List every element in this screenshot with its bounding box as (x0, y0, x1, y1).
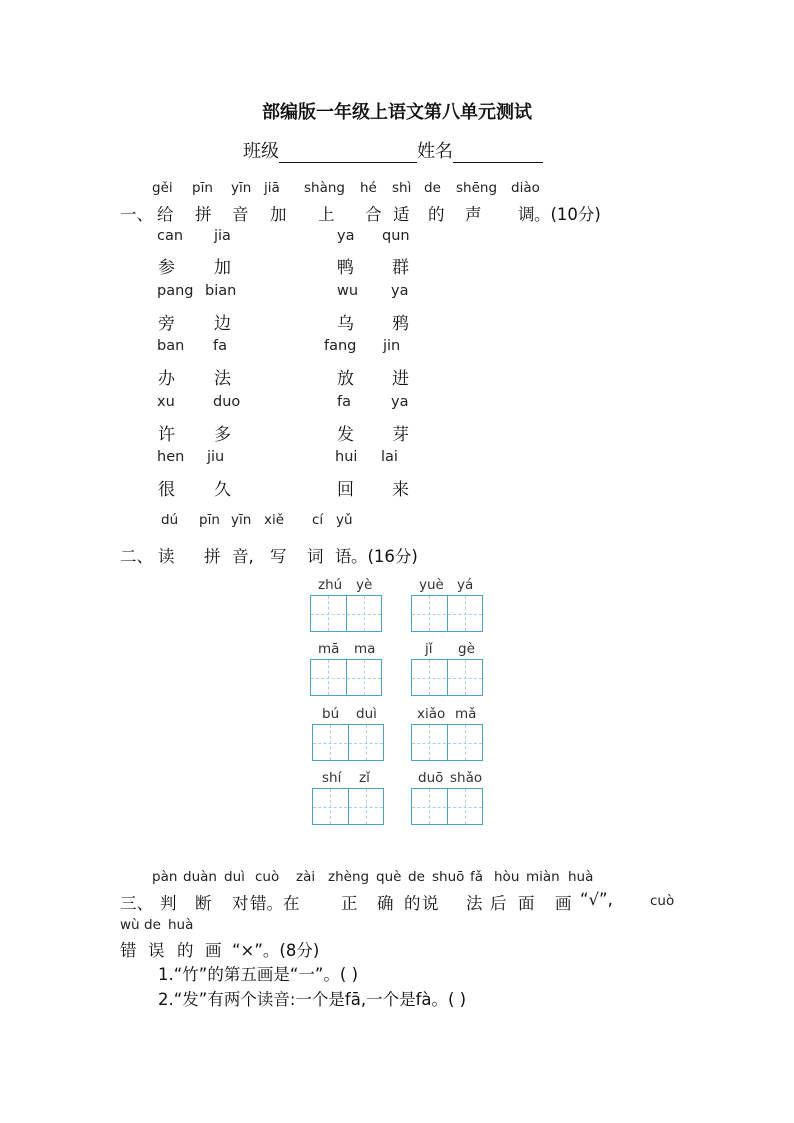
section3-pinyin-9: fǎ (470, 869, 484, 885)
section1-char-8: 声 (465, 205, 482, 224)
item-hanzi: 加 (214, 258, 231, 278)
section3-char-6: 的 (404, 894, 421, 913)
section3-line2-char-0: 错 (120, 941, 137, 960)
section3-char-4: 正 (341, 894, 358, 913)
section3-pinyin-11: miàn (526, 869, 560, 885)
item-pinyin: can (157, 228, 184, 244)
section3-char-8: 法 (466, 894, 483, 913)
item-hanzi: 参 (158, 258, 175, 278)
section3-number: 三、 (120, 894, 153, 913)
grid-pinyin: mǎ (455, 706, 477, 722)
item-pinyin: lai (381, 449, 398, 465)
section3-pinyin-7: de (408, 869, 425, 885)
section2-number: 二、 (120, 547, 153, 566)
grid-pinyin: yuè (419, 577, 444, 593)
item-hanzi: 进 (392, 369, 409, 389)
section3-pinyin-5: zhèng (328, 869, 370, 885)
section1-pinyin-3: jiā (264, 180, 280, 196)
section3-pinyin-10: hòu (494, 869, 520, 885)
writing-grid-box[interactable] (411, 724, 483, 761)
grid-pinyin: gè (458, 641, 475, 657)
section3-pinyin-0: pàn (152, 869, 178, 885)
section3-pinyin-8: shuō (432, 869, 465, 885)
item-hanzi: 法 (214, 369, 231, 389)
writing-grid-box[interactable] (310, 595, 382, 632)
class-blank[interactable] (279, 144, 417, 163)
section1-number: 一、 (120, 205, 153, 224)
item-hanzi: 鸭 (337, 258, 354, 278)
item-pinyin: ya (391, 283, 409, 299)
writing-grid-box[interactable] (411, 788, 483, 825)
writing-grid-box[interactable] (312, 724, 384, 761)
grid-pinyin: mā (318, 641, 340, 657)
grid-pinyin: zhú (318, 577, 343, 593)
item-pinyin: wu (337, 283, 359, 299)
section3-line2-pinyin-0: wù (120, 917, 140, 933)
section3-char-0: 判 (160, 894, 177, 913)
item-pinyin: bian (205, 283, 237, 299)
item-hanzi: 发 (337, 425, 354, 445)
grid-pinyin: duì (356, 706, 377, 722)
section1-pinyin-8: shēng (456, 180, 498, 196)
cross-mark-text: “×”。(8分) (232, 941, 320, 960)
section2-char-1: 拼 (204, 547, 221, 566)
section2-char-3: 写 (270, 547, 287, 566)
section2-char-5: 语 (335, 547, 352, 566)
item-hanzi: 鸦 (392, 314, 409, 334)
writing-grid-box[interactable] (312, 788, 384, 825)
item-hanzi: 来 (392, 480, 409, 500)
item-pinyin: qun (382, 228, 410, 244)
item-pinyin: fang (324, 338, 357, 354)
grid-pinyin: xiǎo (417, 706, 446, 722)
section1-tail: 。(10分) (534, 205, 601, 224)
section3-char-1: 断 (195, 894, 212, 913)
section3-pinyin-1: duàn (183, 869, 217, 885)
section3-pinyin-4: zài (296, 869, 316, 885)
item-pinyin: duo (213, 394, 241, 410)
grid-pinyin: duō (418, 770, 444, 786)
section1-pinyin-4: shàng (304, 180, 345, 196)
section2-pinyin-0: dú (161, 512, 179, 528)
writing-grid-box[interactable] (411, 595, 483, 632)
section1-pinyin-6: shì (392, 180, 412, 196)
section3-line2-pinyin-1: de (144, 917, 161, 933)
item-pinyin: ya (337, 228, 355, 244)
item-hanzi: 多 (214, 425, 231, 445)
section3-line2-pinyin-2: huà (168, 917, 194, 933)
section3-pinyin-12: huà (568, 869, 594, 885)
section3-line2-char-2: 的 (177, 941, 194, 960)
section3-pinyin-2: duì (224, 869, 245, 885)
item-pinyin: xu (157, 394, 175, 410)
item-pinyin: jiu (207, 449, 225, 465)
section1-char-5: 合 (365, 205, 382, 224)
class-label: 班级 (243, 141, 279, 162)
item-pinyin: ban (157, 338, 185, 354)
item-pinyin: jia (214, 228, 231, 244)
grid-pinyin: shí (322, 770, 342, 786)
section1-char-6: 适 (393, 205, 410, 224)
section3-char-9: 后 (490, 894, 507, 913)
name-label: 姓名 (417, 141, 453, 162)
section1-pinyin-1: pīn (192, 180, 213, 196)
section1-pinyin-5: hé (360, 180, 377, 196)
section1-pinyin-9: diào (511, 180, 540, 196)
page-title: 部编版一年级上语文第八单元测试 (262, 102, 532, 123)
item-pinyin: ya (391, 394, 409, 410)
section3-line2-char-3: 画 (205, 941, 222, 960)
section1-char-4: 上 (318, 205, 335, 224)
section1-pinyin-7: de (424, 180, 441, 196)
item-hanzi: 办 (158, 369, 175, 389)
item-hanzi: 边 (214, 314, 231, 334)
question-2: 2.“发”有两个读音:一个是fā,一个是fà。( ) (158, 990, 467, 1009)
item-hanzi: 回 (337, 480, 354, 500)
question-1: 1.“竹”的第五画是“一”。( ) (158, 965, 359, 984)
grid-pinyin: jǐ (425, 641, 433, 657)
item-hanzi: 群 (392, 258, 409, 278)
section2-pinyin-3: xiě (264, 512, 285, 528)
item-pinyin: fa (337, 394, 351, 410)
section2-char-2: 音, (232, 547, 254, 566)
section2-tail: 。(16分) (351, 547, 418, 566)
writing-grid-box[interactable] (310, 659, 382, 696)
writing-grid-box[interactable] (411, 659, 483, 696)
grid-pinyin: zǐ (359, 770, 370, 786)
class-name-line (243, 137, 543, 163)
section3-char-5: 确 (377, 894, 394, 913)
section3-pinyin-3: cuò (255, 869, 280, 885)
item-pinyin: fa (213, 338, 227, 354)
section1-char-1: 拼 (195, 205, 212, 224)
section1-char-0: 给 (157, 205, 174, 224)
item-hanzi: 放 (337, 369, 354, 389)
section3-char-7: 说 (422, 894, 439, 913)
section3-line2-char-1: 误 (148, 941, 165, 960)
item-hanzi: 久 (214, 480, 231, 500)
section1-pinyin-0: gěi (152, 180, 173, 196)
section1-char-7: 的 (428, 205, 445, 224)
item-hanzi: 芽 (392, 425, 409, 445)
section2-pinyin-2: yīn (231, 512, 252, 528)
section2-char-4: 词 (307, 547, 324, 566)
item-hanzi: 乌 (337, 314, 354, 334)
section1-char-9: 调 (518, 205, 535, 224)
grid-pinyin: shǎo (450, 770, 483, 786)
section1-pinyin-2: yīn (231, 180, 252, 196)
section1-char-2: 音 (232, 205, 249, 224)
section3-char-11: 画 (555, 894, 572, 913)
grid-pinyin: yè (356, 577, 373, 593)
item-hanzi: 许 (158, 425, 175, 445)
grid-pinyin: bú (322, 706, 340, 722)
grid-pinyin: yá (457, 577, 474, 593)
section2-pinyin-5: yǔ (336, 512, 353, 528)
section1-char-3: 加 (270, 205, 287, 224)
item-hanzi: 旁 (158, 314, 175, 334)
check-mark-text: “√”, (580, 890, 613, 909)
item-hanzi: 很 (158, 480, 175, 500)
section3-char-2: 对 (232, 894, 249, 913)
item-pinyin: jin (383, 338, 401, 354)
section2-char-0: 读 (158, 547, 175, 566)
item-pinyin: hui (335, 449, 358, 465)
section2-pinyin-4: cí (312, 512, 324, 528)
section3-char-10: 面 (518, 894, 535, 913)
name-blank[interactable] (453, 144, 543, 163)
section2-pinyin-1: pīn (199, 512, 220, 528)
item-pinyin: pang (157, 283, 194, 299)
section3-pinyin-cuo: cuò (650, 893, 675, 909)
section3-pinyin-6: què (376, 869, 402, 885)
section3-char-3: 错。在 (250, 894, 300, 913)
grid-pinyin: ma (354, 641, 376, 657)
item-pinyin: hen (157, 449, 185, 465)
